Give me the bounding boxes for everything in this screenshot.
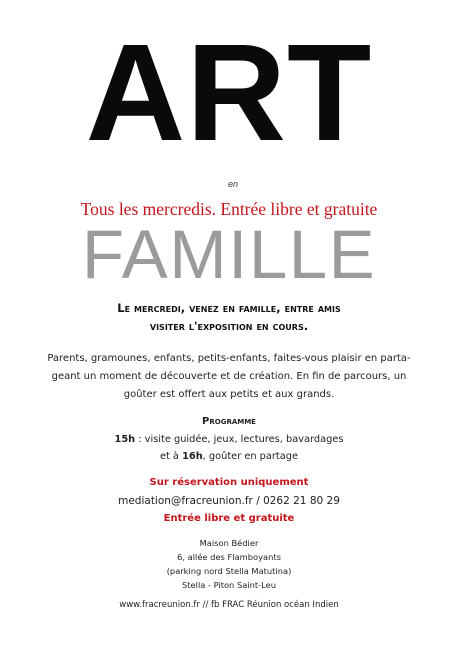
subtitle: Tous les mercredis. Entrée libre et gratuite [80,199,378,219]
description-line-2: geant un moment de découverte et de création. En fin de parcours, un [51,371,407,382]
address-line-4: Stella - Piton Saint-Leu [182,580,276,590]
en-connector: en [227,179,238,189]
programme-text-1: : visite guidée, jeux, lectures, bavardages [135,434,344,445]
entree-libre: Entrée libre et gratuite [163,513,295,524]
description-paragraph [0,350,458,404]
address-line-1: Maison Bédier [199,538,259,548]
programme-time-1: 15h [114,434,136,445]
address-line-3: (parking nord Stella Matutina) [166,566,292,576]
programme-title: Programme [202,416,256,427]
contact-line: mediation@fracreunion.fr / 0262 21 80 29 [118,495,340,507]
address-line-2: 6, allée des Flamboyants [177,552,281,562]
programme-line-2 [0,448,458,465]
intro-line-1: Le mercredi, venez en famille, entre amis [117,301,341,315]
programme-line-1 [0,431,458,448]
programme-details [0,431,458,465]
intro-block [0,299,458,335]
description-line-3: goûter est offert aux petits et aux grands. [123,389,335,400]
description-line-1: Parents, gramounes, enfants, petits-enfants, faites-vous plaisir en parta- [47,353,411,364]
programme-text-2: , goûter en partage [202,451,299,462]
reservation-title: Sur réservation uniquement [149,477,309,488]
famille-heading: FAMILLE [81,216,377,293]
intro-line-2: visiter l'exposition en cours. [149,319,309,333]
address-block [0,536,458,592]
footer-web: www.fracreunion.fr // fb FRAC Réunion océan Indien [119,600,339,610]
programme-prefix-2: et à [159,451,183,462]
programme-time-2: 16h [182,451,203,462]
art-heading: ART [85,16,373,170]
